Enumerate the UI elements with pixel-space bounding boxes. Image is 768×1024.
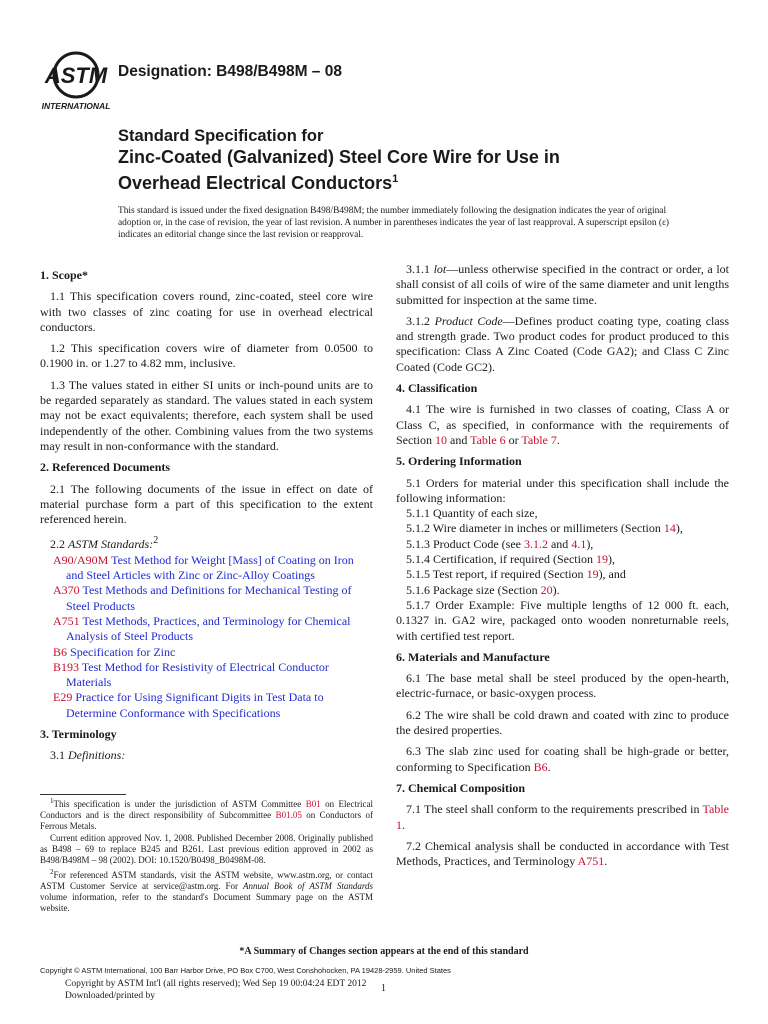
- link-section-20[interactable]: 20: [540, 582, 553, 597]
- para-7-2: 7.2 Chemical analysis shall be conducted in accordance with Test Methods, Practices, and Terminology A751.: [396, 838, 729, 869]
- link-section-19a[interactable]: 19: [595, 552, 608, 567]
- para-3-1: 3.1 Definitions:: [50, 748, 126, 763]
- page-number: 1: [381, 983, 386, 994]
- reference-a90[interactable]: A90/A90M Test Method for Weight [Mass] of Coating on Iron and Steel Articles with Zinc or Zinc-Alloy Coatings: [53, 552, 354, 583]
- link-3-1-2[interactable]: 3.1.2: [523, 536, 548, 551]
- scope-heading: 1. Scope*: [40, 268, 88, 282]
- title-footnote-mark[interactable]: 1: [392, 173, 399, 185]
- para-1-3: 1.3 The values stated in either SI units or inch-pound units are to be regarded separately as standard. The values stated in each system may not be exact equivalents; therefore, each system shall be used independently of the other. Combining values from the two systems may result in non-conformance with the standard.: [40, 377, 373, 453]
- footnotes: [40, 796, 373, 915]
- footnote-divider: [40, 794, 126, 795]
- ordering-heading: 5. Ordering Information: [396, 454, 522, 469]
- para-4-1: 4.1 The wire is furnished in two classes of coating, Class A or Class C, as specified, in conformance with the requirements of Section 10 and Table 6 or Table 7.: [396, 402, 729, 447]
- para-6-1: 6.1 The base metal shall be steel produced by the open-hearth, electric-furnace, or basic-oxygen process.: [396, 671, 729, 701]
- reference-a370[interactable]: A370 Test Methods and Definitions for Mechanical Testing of Steel Products: [53, 583, 352, 613]
- para-5-1-4: 5.1.4 Certification, if required (Section 19),: [406, 552, 615, 567]
- logo-international-text: INTERNATIONAL: [41, 101, 111, 111]
- para-5-1: 5.1 Orders for material under this specification shall include the following information:: [396, 475, 729, 505]
- title-line-3: Overhead Electrical Conductors$^1$: [118, 173, 399, 193]
- para-7-1: 7.1 The steel shall conform to the requirements prescribed in Table 1.: [396, 802, 729, 832]
- footnote-1-edition: Current edition approved Nov. 1, 2008. Published December 2008. Originally published as B498 – 69 to replace B245 and B261. Last previous edition approved in 2002 as B498/B498M – 98 (2002). DOI: 10.1520/B0498_B0498M-08.: [40, 833, 373, 865]
- document-title: [118, 126, 738, 194]
- para-6-3: 6.3 The slab zinc used for coating shall be high-grade or better, conforming to Specification B6.: [396, 744, 729, 774]
- para-5-1-1: 5.1.1 Quantity of each size,: [406, 506, 538, 521]
- link-b01[interactable]: B01: [305, 799, 321, 809]
- link-table-6[interactable]: Table 6: [470, 432, 506, 447]
- title-line-2: Zinc-Coated (Galvanized) Steel Core Wire for Use in: [118, 147, 560, 167]
- para-1-1: 1.1 This specification covers round, zinc-coated, steel core wire with two classes of zinc coating for use in overhead electrical conductors.: [40, 289, 373, 334]
- para-5-1-6: 5.1.6 Package size (Section 20).: [406, 582, 560, 597]
- summary-of-changes-note: *A Summary of Changes section appears at the end of this standard: [239, 946, 529, 957]
- standard-preamble: This standard is issued under the fixed designation B498/B498M; the number immediately following the designation indicates the year of original adoption or, in the case of revision, the year of last revision. A number in parentheses indicates the year of last reapproval. A superscript epsilon (ε) indicates an editorial change since the last revision or reapproval.: [118, 206, 670, 240]
- para-5-1-3: 5.1.3 Product Code (see 3.1.2 and 4.1),: [406, 536, 594, 551]
- right-column: [396, 262, 729, 875]
- para-5-1-2: 5.1.2 Wire diameter in inches or millimeters (Section 14),: [406, 521, 683, 536]
- reference-e29[interactable]: E29 Practice for Using Significant Digits in Test Data to Determine Conformance with Specifications: [53, 690, 324, 720]
- para-6-2: 6.2 The wire shall be cold drawn and coated with zinc to produce the desired properties.: [396, 707, 729, 738]
- svg-text:ASTM: ASTM: [44, 63, 108, 88]
- download-stamp: Copyright by ASTM Int'l (all rights reserved); Wed Sep 19 00:04:24 EDT 2012 Downloaded/printed by: [65, 979, 367, 1001]
- link-a751[interactable]: A751: [577, 854, 605, 869]
- chemical-heading: 7. Chemical Composition: [396, 780, 525, 795]
- astm-logo: [40, 48, 112, 112]
- title-line-1: Standard Specification for: [118, 127, 324, 145]
- link-table-7[interactable]: Table 7: [521, 432, 557, 447]
- reference-b193[interactable]: B193 Test Method for Resistivity of Electrical Conductor Materials: [53, 659, 329, 690]
- footnote-2: $^2$For referenced ASTM standards, visit the ASTM website, www.astm.org, or contact ASTM Customer Service at service@astm.org. For Annual Book of ASTM Standards volume information, refer to the standard's Document Summary page on the ASTM website.: [40, 868, 374, 913]
- link-section-19b[interactable]: 19: [586, 567, 599, 582]
- para-2-1: 2.1 The following documents of the issue in effect on date of material purchase form a part of this specification to the extent referenced herein.: [40, 481, 373, 527]
- para-5-1-7: 5.1.7 Order Example: Five multiple lengths of 12 000 ft. each, 0.1327 in. GA2 wire, packaged onto wooden nonreturnable reels, with certified test report.: [396, 597, 729, 643]
- referenced-documents-heading: 2. Referenced Documents: [40, 460, 171, 475]
- designation-label: Designation: B498/B498M – 08: [118, 63, 342, 80]
- materials-heading: 6. Materials and Manufacture: [396, 649, 550, 664]
- para-3-1-2: 3.1.2 Product Code—Defines product coating type, coating class and strength grade. Two product codes for product produced to this specification: Class A Zinc Coated (Code GA2); and Class C Zinc Coated (Code GC2).: [396, 313, 730, 374]
- footnote-1: $^1$This specification is under the jurisdiction of ASTM Committee B01 on Electrical Conductors and is the direct responsibility of Subcommittee B01.05 on Conductors of Ferrous Metals.: [40, 797, 374, 831]
- para-3-1-1: 3.1.1 lot—unless otherwise specified in the contract or order, a lot shall consist of all coils of wire of the same diameter and unit lengths submitted for inspection at the same time.: [396, 262, 729, 307]
- reference-a751[interactable]: A751 Test Methods, Practices, and Terminology for Chemical Analysis of Steel Products: [53, 613, 351, 644]
- para-1-2: 1.2 This specification covers wire of diameter from 0.0500 to 0.1900 in. or 1.27 to 4.82 mm, inclusive.: [40, 341, 373, 371]
- copyright-notice: Copyright © ASTM International, 100 Barr Harbor Drive, PO Box C700, West Conshohocken, PA 19428-2959. United States: [40, 966, 451, 975]
- para-5-1-5: 5.1.5 Test report, if required (Section 19), and: [406, 567, 626, 582]
- link-section-14[interactable]: 14: [663, 521, 676, 536]
- reference-b6[interactable]: B6 Specification for Zinc: [53, 644, 176, 659]
- left-column: [40, 262, 373, 764]
- link-b01-05[interactable]: B01.05: [275, 810, 302, 820]
- link-4-1[interactable]: 4.1: [571, 536, 587, 551]
- terminology-heading: 3. Terminology: [40, 727, 117, 742]
- link-b6[interactable]: B6: [533, 759, 548, 774]
- para-2-2: 2.2 ASTM Standards:$^2$: [50, 535, 159, 552]
- classification-heading: 4. Classification: [396, 381, 478, 396]
- link-section-10[interactable]: 10: [435, 432, 447, 447]
- link-table-1[interactable]: Table 1: [396, 802, 729, 832]
